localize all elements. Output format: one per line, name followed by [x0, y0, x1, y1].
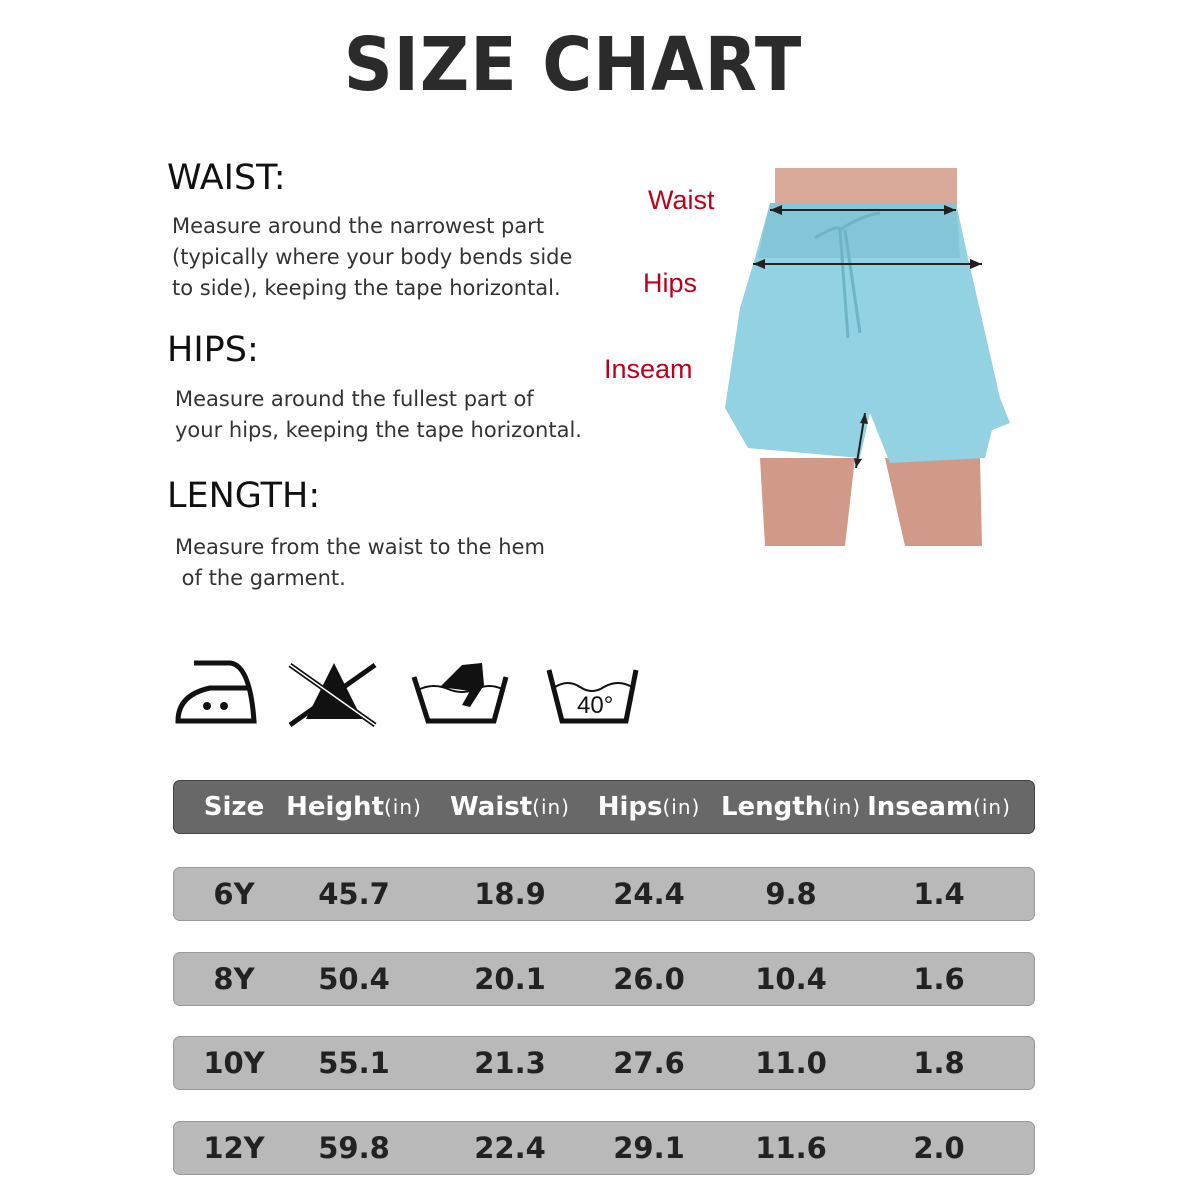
- column-name: Waist: [450, 792, 533, 822]
- table-cell: 22.4: [474, 1131, 546, 1165]
- wash-temp: 40°: [577, 692, 614, 719]
- table-cell: 2.0: [913, 1131, 965, 1165]
- table-cell: 45.7: [318, 877, 390, 911]
- hips-description: Measure around the fullest part of your hips, keeping the tape horizontal.: [175, 387, 582, 442]
- length-heading: LENGTH:: [167, 476, 321, 516]
- table-cell: 9.8: [765, 877, 817, 911]
- column-unit: (in): [973, 795, 1011, 819]
- waist-description: Measure around the narrowest part (typically where your body bends side to side), keeping the tape horizontal.: [172, 214, 573, 300]
- table-cell: 1.4: [913, 877, 965, 911]
- left-leg: [760, 458, 855, 546]
- table-cell: 27.6: [613, 1046, 685, 1080]
- table-cell: 12Y: [203, 1131, 265, 1165]
- table-row: [173, 867, 1035, 921]
- shorts-diagram: [720, 168, 1020, 548]
- table-cell: 24.4: [613, 877, 685, 911]
- table-cell: 8Y: [213, 962, 255, 996]
- column-name: Inseam: [867, 792, 974, 822]
- table-cell: 50.4: [318, 962, 390, 996]
- column-unit: (in): [532, 795, 570, 819]
- page-title: SIZE CHART: [343, 22, 803, 108]
- table-cell: 55.1: [318, 1046, 390, 1080]
- machine-wash-40-icon: [549, 670, 636, 721]
- table-cell: 11.0: [755, 1046, 827, 1080]
- waist-heading: WAIST:: [167, 158, 286, 198]
- table-row: [173, 1121, 1035, 1175]
- table-cell: 21.3: [474, 1046, 546, 1080]
- right-leg: [885, 458, 982, 546]
- diagram-label-waist: Waist: [648, 185, 715, 215]
- table-cell: 10.4: [755, 962, 827, 996]
- column-header: [440, 781, 580, 833]
- column-name: Length: [720, 792, 824, 822]
- table-cell: 6Y: [213, 877, 255, 911]
- table-cell: 59.8: [318, 1131, 390, 1165]
- table-header-row: [173, 780, 1035, 834]
- do-not-bleach-icon: [290, 663, 375, 725]
- table-cell: 26.0: [613, 962, 685, 996]
- table-row: [173, 1036, 1035, 1090]
- table-cell: 1.8: [913, 1046, 965, 1080]
- table-cell: 1.6: [913, 962, 965, 996]
- table-cell: 18.9: [474, 877, 546, 911]
- care-icons: [172, 655, 642, 735]
- column-header: [274, 781, 434, 833]
- length-description: Measure from the waist to the hem of the garment.: [175, 535, 545, 590]
- diagram-label-hips: Hips: [643, 268, 698, 298]
- waistband: [758, 203, 960, 258]
- hips-heading: HIPS:: [167, 330, 259, 370]
- column-header: [859, 781, 1019, 833]
- table-cell: 11.6: [755, 1131, 827, 1165]
- column-unit: (in): [823, 795, 862, 819]
- table-row: [173, 952, 1035, 1006]
- hand-wash-icon: [414, 663, 506, 721]
- column-unit: (in): [662, 795, 701, 819]
- table-cell: 10Y: [203, 1046, 265, 1080]
- table-cell: 20.1: [474, 962, 546, 996]
- diagram-label-inseam: Inseam: [604, 354, 693, 384]
- table-cell: 29.1: [613, 1131, 685, 1165]
- column-name: Height: [286, 792, 384, 822]
- iron-low-heat-icon: [178, 663, 254, 721]
- column-name: Size: [203, 792, 265, 822]
- torso-skin: [775, 168, 957, 208]
- column-name: Hips: [597, 792, 663, 822]
- column-unit: (in): [384, 795, 422, 819]
- column-header: [584, 781, 714, 833]
- column-header: [179, 781, 289, 833]
- column-header: [716, 781, 866, 833]
